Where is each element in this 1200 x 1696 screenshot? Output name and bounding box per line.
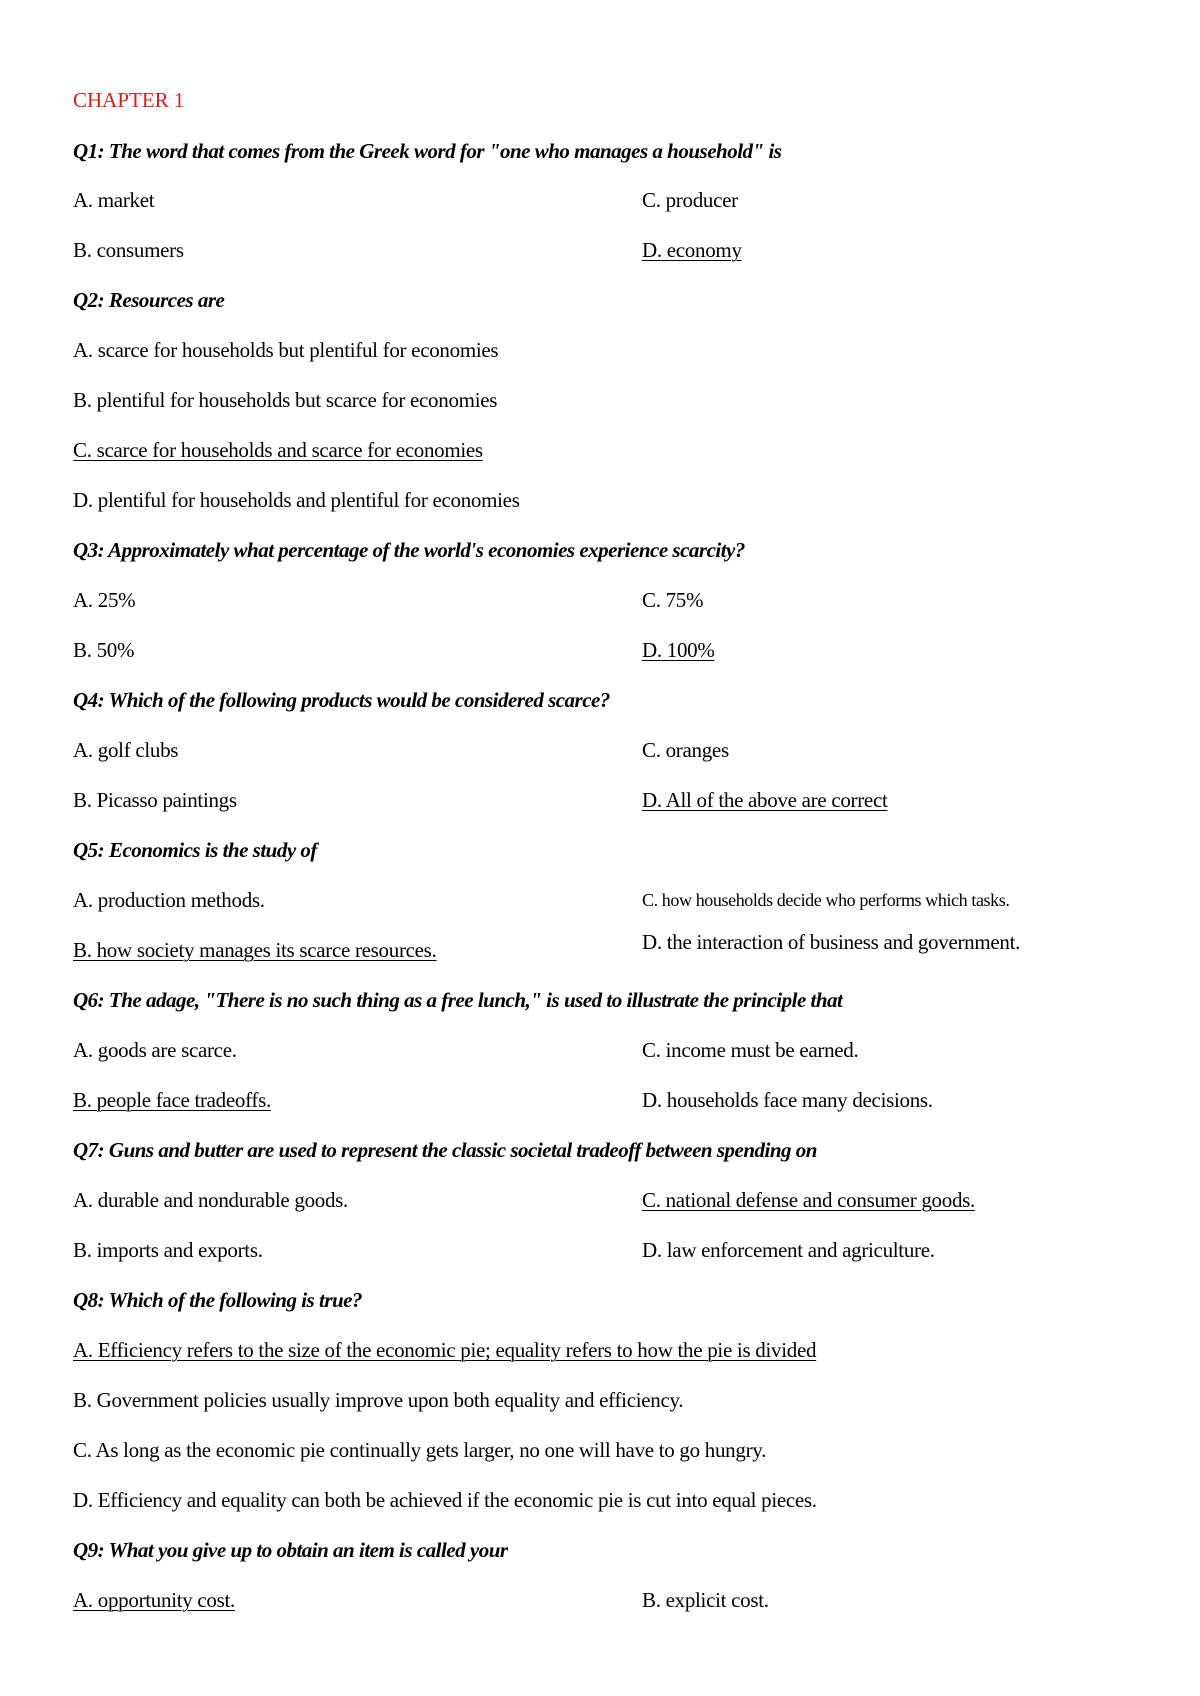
question-6-option-c: C. income must be earned. xyxy=(642,1038,859,1062)
question-7-option-a: A. durable and nondurable goods. xyxy=(73,1188,348,1212)
question-6-option-d: D. households face many decisions. xyxy=(642,1088,933,1112)
question-2-option-b: B. plentiful for households but scarce for economies xyxy=(73,388,498,412)
question-2-option-d: D. plentiful for households and plentiful for economies xyxy=(73,488,520,512)
chapter-heading: CHAPTER 1 xyxy=(73,88,185,112)
question-8-option-b: B. Government policies usually improve upon both equality and efficiency. xyxy=(73,1388,684,1412)
question-6-option-b-correct: B. people face tradeoffs. xyxy=(73,1088,271,1112)
question-4-option-d-correct: D. All of the above are correct xyxy=(642,788,888,812)
question-8-option-c: C. As long as the economic pie continually gets larger, no one will have to go hungry. xyxy=(73,1438,767,1462)
question-1-option-c: C. producer xyxy=(642,188,738,212)
question-5-prompt: Q5: Economics is the study of xyxy=(73,838,317,862)
question-8-option-d: D. Efficiency and equality can both be achieved if the economic pie is cut into equal pieces. xyxy=(73,1488,817,1512)
question-9-option-b: B. explicit cost. xyxy=(642,1588,769,1612)
question-1-option-d-correct: D. economy xyxy=(642,238,742,262)
question-2-option-c-correct: C. scarce for households and scarce for economies xyxy=(73,438,483,462)
question-7-option-c-correct: C. national defense and consumer goods. xyxy=(642,1188,975,1212)
question-9-prompt: Q9: What you give up to obtain an item is called your xyxy=(73,1538,508,1562)
question-4-option-c: C. oranges xyxy=(642,738,729,762)
question-1-option-a: A. market xyxy=(73,188,155,212)
question-7-prompt: Q7: Guns and butter are used to represent the classic societal tradeoff between spending on xyxy=(73,1138,817,1162)
question-3-option-a: A. 25% xyxy=(73,588,136,612)
question-2-option-a: A. scarce for households but plentiful for economies xyxy=(73,338,499,362)
question-6-option-a: A. goods are scarce. xyxy=(73,1038,237,1062)
question-3-option-d-correct: D. 100% xyxy=(642,638,715,662)
question-3-prompt: Q3: Approximately what percentage of the world's economies experience scarcity? xyxy=(73,538,745,562)
question-1-option-b: B. consumers xyxy=(73,238,184,262)
question-3-option-c: C. 75% xyxy=(642,588,704,612)
question-9-option-a-correct: A. opportunity cost. xyxy=(73,1588,235,1612)
question-8-prompt: Q8: Which of the following is true? xyxy=(73,1288,362,1312)
question-4-option-b: B. Picasso paintings xyxy=(73,788,237,812)
question-5-option-c: C. how households decide who performs which tasks. xyxy=(642,890,1010,910)
question-7-option-d: D. law enforcement and agriculture. xyxy=(642,1238,935,1262)
question-3-option-b: B. 50% xyxy=(73,638,135,662)
question-4-prompt: Q4: Which of the following products would be considered scarce? xyxy=(73,688,610,712)
question-7-option-b: B. imports and exports. xyxy=(73,1238,263,1262)
question-6-prompt: Q6: The adage, "There is no such thing as a free lunch," is used to illustrate the principle that xyxy=(73,988,843,1012)
question-5-option-d: D. the interaction of business and government. xyxy=(642,930,1021,954)
question-4-option-a: A. golf clubs xyxy=(73,738,179,762)
question-5-option-b-correct: B. how society manages its scarce resources. xyxy=(73,938,437,962)
question-2-prompt: Q2: Resources are xyxy=(73,288,225,312)
question-5-option-a: A. production methods. xyxy=(73,888,265,912)
question-8-option-a-correct: A. Efficiency refers to the size of the economic pie; equality refers to how the pie is divided xyxy=(73,1338,817,1362)
question-1-prompt: Q1: The word that comes from the Greek word for "one who manages a household" is xyxy=(73,139,782,163)
